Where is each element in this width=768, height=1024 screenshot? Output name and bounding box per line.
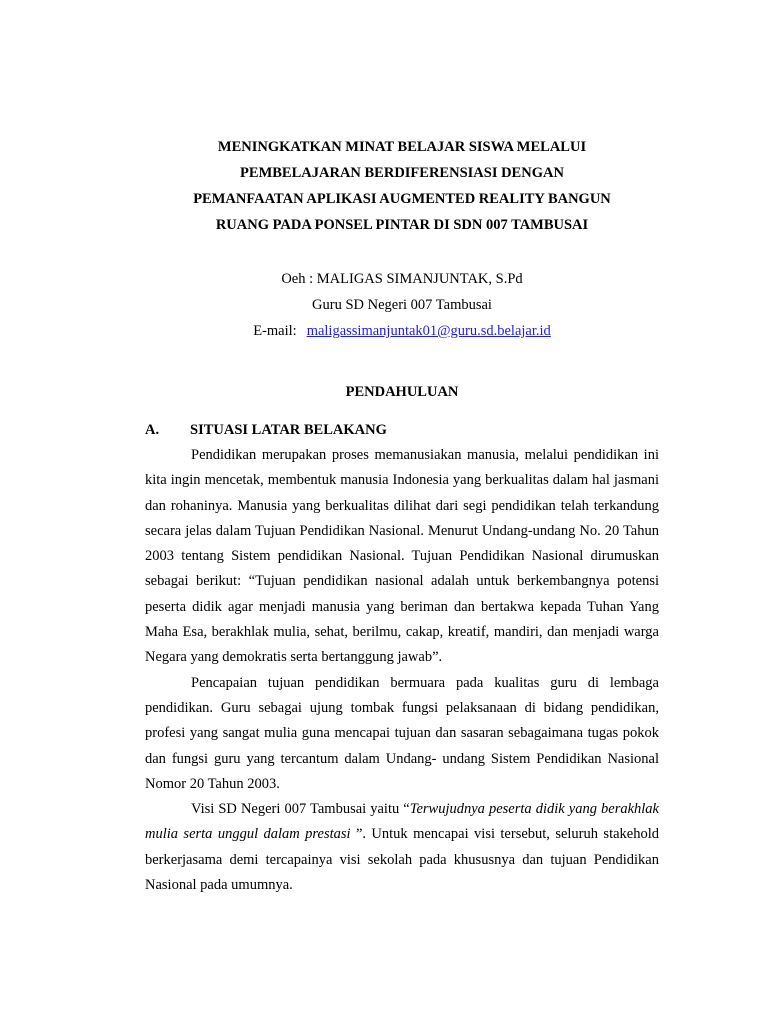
author-block [140, 266, 664, 344]
title-line-3: PEMANFAATAN APLIKASI AUGMENTED REALITY BANGUN [193, 191, 611, 207]
section-heading: PENDAHULUAN [345, 384, 459, 400]
title-line-2: PEMBELAJARAN BERDIFERENSIASI DENGAN [240, 165, 564, 181]
paragraph-1: Pendidikan merupakan proses memanusiakan manusia, melalui pendidikan ini kita ingin mencetak, membentuk manusia Indonesia yang berkualitas dalam hal jasmani dan rohaninya. Manusia yang berkualitas dilihat dari segi pendidikan telah terkandung secara jelas dalam Tujuan Pendidikan Nasional. Menurut Undang-undang No. 20 Tahun 2003 tentang Sistem pendidikan Nasional. Tujuan Pendidikan Nasional dirumuskan sebagai berikut: “Tujuan pendidikan nasional adalah untuk berkembangnya potensi peserta didik agar menjadi manusia yang beriman dan bertakwa kepada Tuhan Yang Maha Esa, berakhlak mulia, sehat, berilmu, cakap, kreatif, mandiri, dan menjadi warga Negara yang demokratis serta bertanggung jawab”. [145, 447, 659, 666]
email-label: E-mail: [253, 323, 297, 339]
vision-statement: Terwujudnya peserta didik yang berakhlak mulia serta unggul dalam prestasi [145, 801, 659, 843]
paragraph-3-lead: Visi SD Negeri 007 Tambusai yaitu “ [191, 801, 410, 818]
paragraph-2: Pencapaian tujuan pendidikan bermuara pada kualitas guru di lembaga pendidikan. Guru sebagai ujung tombak fungsi pelaksanaan di bidang pendidikan, profesi yang sangat mulia guna mencapai tujuan dan sasaran sebagaimana tugas pokok dan fungsi guru yang tercantum dalam Undang- undang Sistem Pendidikan Nasional Nomor 20 Tahun 2003. [145, 674, 659, 792]
paragraph-3-tail: ”. Untuk mencapai visi tersebut, seluruh stakehold berkerjasama demi tercapainya visi sekolah pada khususnya dan tujuan Pendidikan Nasional pada umumnya. [145, 826, 659, 894]
paragraph-3 [145, 797, 659, 898]
document-title [140, 134, 664, 238]
subsection-title: SITUASI LATAR BELAKANG [190, 422, 387, 438]
author-email-row [140, 318, 664, 344]
subsection-heading [145, 418, 659, 442]
subsection-number: A. [145, 422, 160, 438]
email-link[interactable]: maligassimanjuntak01@guru.sd.belajar.id [306, 323, 551, 339]
title-line-4: RUANG PADA PONSEL PINTAR DI SDN 007 TAMBUSAI [215, 217, 589, 233]
author-byline: Oeh : MALIGAS SIMANJUNTAK, S.Pd [281, 271, 523, 287]
title-line-1: MENINGKATKAN MINAT BELAJAR SISWA MELALUI [217, 139, 587, 155]
author-affiliation: Guru SD Negeri 007 Tambusai [312, 297, 492, 313]
body-text [145, 443, 659, 898]
